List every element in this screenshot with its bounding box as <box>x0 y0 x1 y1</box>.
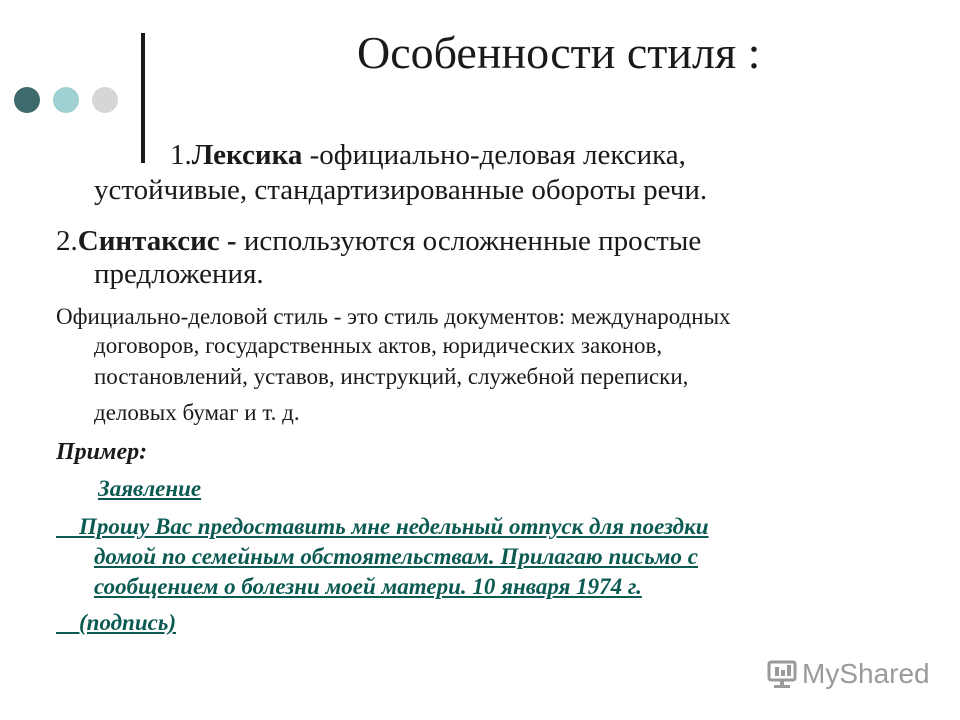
example-body-line3[interactable]: сообщением о болезни моей матери. 10 января 1974 г. <box>94 574 642 599</box>
watermark <box>766 658 930 690</box>
lexis-line2: устойчивые, стандартизированные обороты речи. <box>94 174 708 206</box>
slide-title: Особенности стиля : <box>357 27 761 78</box>
signature-link[interactable]: (подпись) <box>56 610 177 635</box>
definition-line3: постановлений, уставов, инструкций, служебной переписки, <box>94 364 689 389</box>
lexis-number: 1. <box>170 139 192 171</box>
dot-dark <box>14 87 40 113</box>
syntax-term: Синтаксис - <box>77 225 237 257</box>
definition-line2: договоров, государственных актов, юридических законов, <box>94 333 663 358</box>
definition-line4: деловых бумаг и т. д. <box>94 400 300 425</box>
syntax-number: 2. <box>56 225 78 257</box>
example-label: Пример: <box>56 439 148 465</box>
lexis-text1: -официально-деловая лексика, <box>302 139 686 171</box>
example-body-line2[interactable]: домой по семейным обстоятельствам. Прилагаю письмо с <box>94 544 698 569</box>
lexis-term: Лексика <box>191 139 303 171</box>
syntax-line2: предложения. <box>94 258 264 290</box>
syntax-text1: используются осложненные простые <box>236 225 702 257</box>
myshared-logo-icon <box>766 659 798 689</box>
example-heading-link[interactable]: Заявление <box>98 476 202 501</box>
watermark-text: MyShared <box>802 658 930 689</box>
dot-grey <box>92 87 118 113</box>
syntax-line1 <box>56 223 701 259</box>
example-body-line1[interactable]: Прошу Вас предоставить мне недельный отпуск для поездки <box>56 514 709 539</box>
title-divider-line <box>141 33 145 163</box>
decorative-dots <box>14 87 118 113</box>
dot-light-teal <box>53 87 79 113</box>
lexis-line1 <box>170 137 686 173</box>
definition-line1: Официально-деловой стиль - это стиль документов: международных <box>56 304 731 329</box>
